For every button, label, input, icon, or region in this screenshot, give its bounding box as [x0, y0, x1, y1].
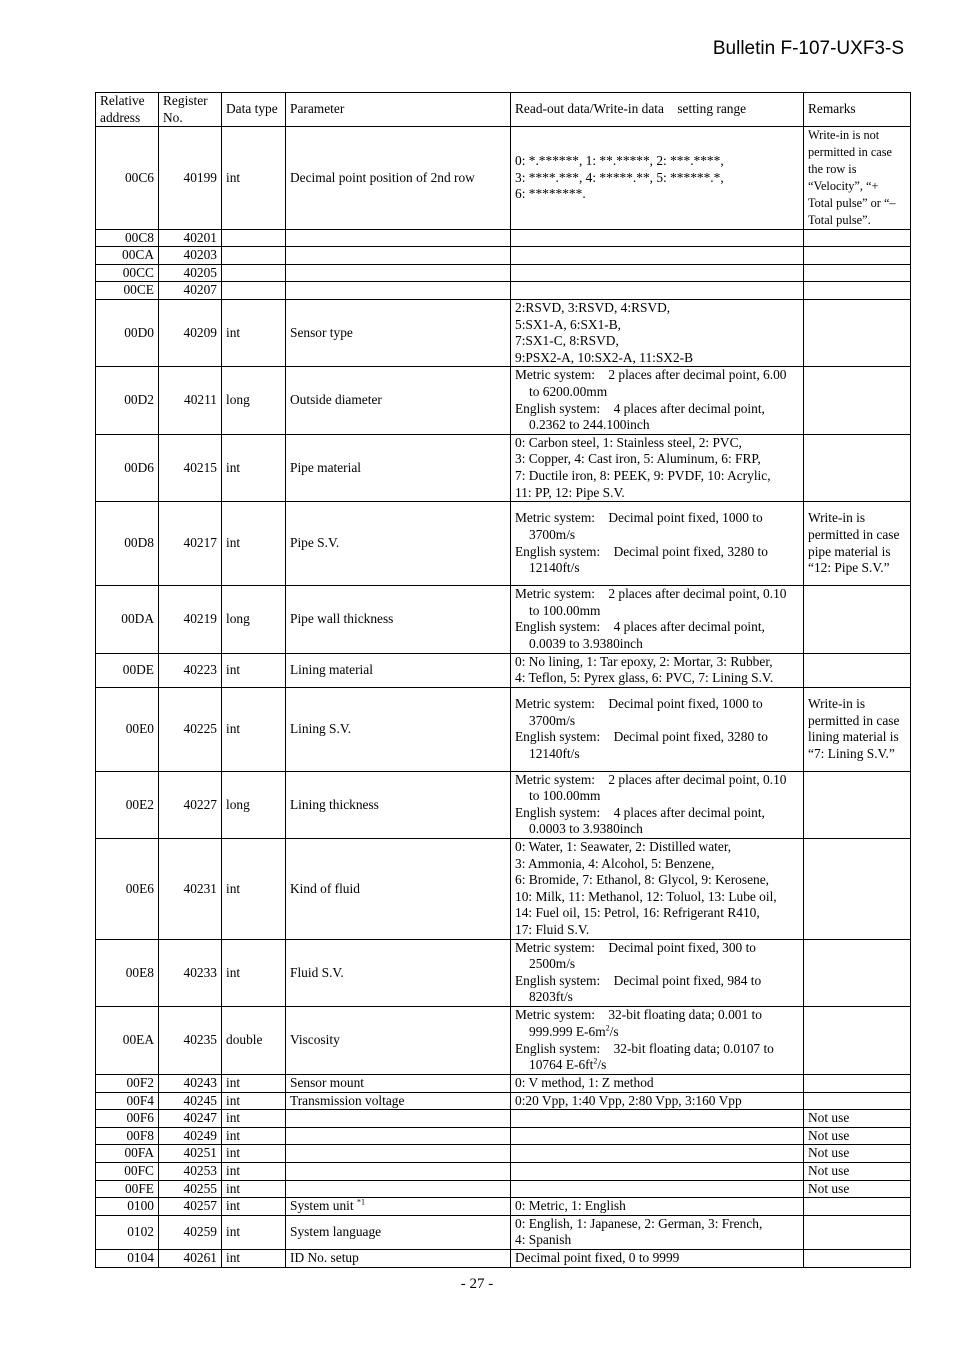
table-row [96, 586, 911, 653]
relative-address-cell: 00E8 [96, 939, 159, 1006]
data-type-cell: int [222, 1092, 286, 1110]
data-type-cell: int [222, 434, 286, 501]
data-type-cell: int [222, 1110, 286, 1128]
setting-range-cell [511, 434, 804, 501]
register-no-cell: 40243 [159, 1075, 222, 1093]
table-row [96, 434, 911, 501]
table-row [96, 1075, 911, 1093]
setting-range-line: 0: *.******, 1: **.*****, 2: ***.****, [515, 153, 724, 169]
relative-address-cell: 00E0 [96, 687, 159, 771]
remarks-cell: Write-in is permitted in case lining material is “7: Lining S.V.” [804, 687, 911, 771]
parameter-text: Sensor type [290, 324, 353, 340]
relative-address-cell: 00FC [96, 1162, 159, 1180]
parameter-text: Pipe wall thickness [290, 611, 394, 627]
setting-range-cell [511, 653, 804, 687]
remarks-cell [804, 1092, 911, 1110]
parameter-text: Viscosity [290, 1032, 340, 1048]
setting-range-line: 7:SX1-C, 8:RSVD, [515, 333, 619, 349]
register-no-cell: 40209 [159, 300, 222, 367]
viscosity-english-sup: 2 [593, 1056, 598, 1066]
setting-range-line: 4: Teflon, 5: Pyrex glass, 6: PVC, 7: Lining S.V. [515, 670, 774, 686]
setting-range-cell [511, 282, 804, 300]
remarks-cell [804, 1198, 911, 1216]
setting-range-line: 6: ********. [515, 186, 586, 202]
data-type-cell: int [222, 653, 286, 687]
setting-range-cell [511, 1007, 804, 1075]
parameter-cell [286, 247, 511, 265]
parameter-cell [286, 1145, 511, 1163]
table-row [96, 1198, 911, 1216]
register-no-cell: 40255 [159, 1180, 222, 1198]
viscosity-english-prefix: English system: 32-bit floating data; 0.0107 to 10764 E-6ft [515, 1040, 774, 1073]
table-row [96, 1007, 911, 1075]
setting-range-line: Metric system: 2 places after decimal point, 0.10 to 100.00mm [515, 771, 787, 804]
parameter-text: Transmission voltage [290, 1092, 405, 1108]
setting-range-line: English system: Decimal point fixed, 984 to 8203ft/s [515, 972, 762, 1005]
setting-range-cell [511, 502, 804, 586]
relative-address-cell: 00EA [96, 1007, 159, 1075]
register-no-cell: 40211 [159, 367, 222, 434]
remarks-cell [804, 1075, 911, 1093]
setting-range-line: 0: Carbon steel, 1: Stainless steel, 2: PVC, [515, 434, 742, 450]
register-no-cell: 40215 [159, 434, 222, 501]
data-type-cell: int [222, 1198, 286, 1216]
setting-range-cell [511, 300, 804, 367]
parameter-cell [286, 282, 511, 300]
register-no-cell: 40253 [159, 1162, 222, 1180]
parameter-text: Outside diameter [290, 392, 382, 408]
table-row [96, 1215, 911, 1249]
remarks-cell: Not use [804, 1145, 911, 1163]
parameter-cell [286, 1198, 511, 1216]
parameter-text: Lining S.V. [290, 720, 352, 736]
table-row [96, 687, 911, 771]
data-type-cell [222, 282, 286, 300]
data-type-cell: int [222, 1075, 286, 1093]
setting-range-line: 2:RSVD, 3:RSVD, 4:RSVD, [515, 300, 671, 315]
table-row [96, 1127, 911, 1145]
table-row [96, 1145, 911, 1163]
remarks-cell [804, 282, 911, 300]
relative-address-cell: 00C8 [96, 229, 159, 247]
setting-range-cell [511, 1249, 804, 1267]
column-header-setting-range: Read-out data/Write-in data setting range [511, 93, 804, 127]
parameter-cell [286, 839, 511, 940]
setting-range-cell [511, 1127, 804, 1145]
table-row [96, 939, 911, 1006]
relative-address-cell: 00FA [96, 1145, 159, 1163]
setting-range-cell [511, 127, 804, 229]
table-row [96, 771, 911, 838]
parameter-text: Kind of fluid [290, 880, 360, 896]
setting-range-line: 0: V method, 1: Z method [515, 1075, 654, 1090]
remarks-cell: Not use [804, 1180, 911, 1198]
setting-range-cell [511, 264, 804, 282]
table-row [96, 127, 911, 229]
parameter-cell [286, 502, 511, 586]
setting-range-cell [511, 1075, 804, 1093]
parameter-cell [286, 586, 511, 653]
data-type-cell: int [222, 1249, 286, 1267]
table-row [96, 502, 911, 586]
setting-range-line: 6: Bromide, 7: Ethanol, 8: Glycol, 9: Kerosene, [515, 872, 770, 888]
remarks-cell [804, 434, 911, 501]
remarks-cell [804, 229, 911, 247]
setting-range-line: 10: Milk, 11: Methanol, 12: Toluol, 13: Lube oil, [515, 888, 777, 904]
setting-range-line: Metric system: 2 places after decimal point, 6.00 to 6200.00mm [515, 367, 787, 399]
relative-address-cell: 00C6 [96, 127, 159, 229]
setting-range-line: 3: ****.***, 4: *****.**, 5: ******.*, [515, 169, 724, 185]
table-row [96, 247, 911, 265]
parameter-text: Sensor mount [290, 1075, 365, 1090]
register-no-cell: 40247 [159, 1110, 222, 1128]
data-type-cell: long [222, 367, 286, 434]
data-type-cell: int [222, 1215, 286, 1249]
register-table [95, 92, 911, 1268]
parameter-cell [286, 1007, 511, 1075]
data-type-cell: int [222, 502, 286, 586]
table-row [96, 300, 911, 367]
remarks-cell [804, 264, 911, 282]
setting-range-line: Metric system: Decimal point fixed, 1000 to 3700m/s [515, 696, 763, 728]
setting-range-cell [511, 1198, 804, 1216]
parameter-text: System unit [290, 1198, 357, 1214]
setting-range-cell [511, 229, 804, 247]
relative-address-cell: 00D6 [96, 434, 159, 501]
setting-range-cell [511, 939, 804, 1006]
remarks-cell [804, 367, 911, 434]
relative-address-cell: 00D0 [96, 300, 159, 367]
setting-range-line: 0: English, 1: Japanese, 2: German, 3: French, [515, 1215, 763, 1231]
setting-range-cell [511, 687, 804, 771]
data-type-cell [222, 229, 286, 247]
data-type-cell: double [222, 1007, 286, 1075]
parameter-cell [286, 1215, 511, 1249]
parameter-text: Pipe material [290, 459, 362, 475]
data-type-cell: int [222, 127, 286, 229]
relative-address-cell: 0102 [96, 1215, 159, 1249]
relative-address-cell: 00DA [96, 586, 159, 653]
remarks-cell [804, 839, 911, 940]
parameter-cell [286, 229, 511, 247]
parameter-cell [286, 434, 511, 501]
setting-range-line: 0: Water, 1: Seawater, 2: Distilled water, [515, 839, 732, 855]
relative-address-cell: 00CA [96, 247, 159, 265]
column-header-relative-address: Relative address [96, 93, 159, 127]
parameter-cell [286, 1092, 511, 1110]
setting-range-line: English system: Decimal point fixed, 3280 to 12140ft/s [515, 543, 768, 576]
remarks-cell [804, 300, 911, 367]
parameter-cell [286, 771, 511, 838]
relative-address-cell: 00E2 [96, 771, 159, 838]
page-number: - 27 - [460, 1276, 494, 1292]
register-no-cell: 40233 [159, 939, 222, 1006]
parameter-text: System language [290, 1224, 382, 1240]
remarks-cell [804, 939, 911, 1006]
viscosity-metric-prefix: Metric system: 32-bit floating data; 0.001 to 999.999 E-6m [515, 1007, 762, 1039]
remarks-cell: Not use [804, 1162, 911, 1180]
table-row [96, 653, 911, 687]
remarks-cell [804, 1215, 911, 1249]
setting-range-cell [511, 1110, 804, 1128]
table-row [96, 1110, 911, 1128]
setting-range-line: 14: Fuel oil, 15: Petrol, 16: Refrigerant R410, [515, 905, 760, 921]
setting-range-cell [511, 1145, 804, 1163]
data-type-cell: int [222, 1127, 286, 1145]
viscosity-metric-suffix: /s [609, 1023, 619, 1039]
setting-range-line: Metric system: Decimal point fixed, 300 to 2500m/s [515, 939, 756, 972]
viscosity-english-suffix: /s [597, 1057, 607, 1073]
parameter-cell [286, 1110, 511, 1128]
parameter-text: Decimal point position of 2nd row [290, 169, 475, 185]
column-header-register-no: Register No. [159, 93, 222, 127]
relative-address-cell: 00F4 [96, 1092, 159, 1110]
parameter-cell [286, 127, 511, 229]
data-type-cell: int [222, 1162, 286, 1180]
viscosity-metric-sup: 2 [605, 1023, 610, 1033]
setting-range-line: 3: Ammonia, 4: Alcohol, 5: Benzene, [515, 855, 715, 871]
column-header-parameter: Parameter [286, 93, 511, 127]
table-row [96, 1249, 911, 1267]
relative-address-cell: 00F2 [96, 1075, 159, 1093]
data-type-cell: int [222, 300, 286, 367]
relative-address-cell: 00E6 [96, 839, 159, 940]
setting-range-line: Decimal point fixed, 0 to 9999 [515, 1249, 680, 1265]
remarks-cell: Not use [804, 1110, 911, 1128]
parameter-cell [286, 1127, 511, 1145]
parameter-text: Fluid S.V. [290, 964, 344, 980]
relative-address-cell: 00F8 [96, 1127, 159, 1145]
setting-range-line: English system: 4 places after decimal point, 0.0003 to 3.9380inch [515, 804, 765, 837]
register-no-cell: 40249 [159, 1127, 222, 1145]
setting-range-line: English system: 4 places after decimal point, 0.0039 to 3.9380inch [515, 619, 765, 651]
setting-range-cell [511, 771, 804, 838]
column-header-data-type: Data type [222, 93, 286, 127]
relative-address-cell: 0100 [96, 1198, 159, 1216]
table-row [96, 229, 911, 247]
parameter-cell [286, 1249, 511, 1267]
register-no-cell: 40227 [159, 771, 222, 838]
parameter-cell [286, 300, 511, 367]
parameter-text: ID No. setup [290, 1249, 359, 1265]
parameter-cell [286, 1075, 511, 1093]
table-row [96, 839, 911, 940]
setting-range-line: 11: PP, 12: Pipe S.V. [515, 484, 625, 500]
table-row [96, 282, 911, 300]
setting-range-line: 9:PSX2-A, 10:SX2-A, 11:SX2-B [515, 349, 694, 365]
setting-range-cell [511, 247, 804, 265]
parameter-cell [286, 264, 511, 282]
setting-range-line: English system: Decimal point fixed, 3280 to 12140ft/s [515, 729, 768, 761]
parameter-cell [286, 653, 511, 687]
register-no-cell: 40251 [159, 1145, 222, 1163]
setting-range-line: 7: Ductile iron, 8: PEEK, 9: PVDF, 10: Acrylic, [515, 467, 771, 483]
parameter-text: Lining material [290, 661, 373, 677]
viscosity-metric-range [515, 1007, 799, 1040]
register-no-cell: 40259 [159, 1215, 222, 1249]
relative-address-cell: 00DE [96, 653, 159, 687]
setting-range-line: 0:20 Vpp, 1:40 Vpp, 2:80 Vpp, 3:160 Vpp [515, 1092, 742, 1108]
setting-range-line: 0: Metric, 1: English [515, 1198, 626, 1214]
register-no-cell: 40225 [159, 687, 222, 771]
bulletin-header: Bulletin F-107-UXF3-S [712, 38, 904, 59]
register-no-cell: 40199 [159, 127, 222, 229]
remarks-cell [804, 771, 911, 838]
setting-range-line: English system: 4 places after decimal point, 0.2362 to 244.100inch [515, 400, 765, 433]
remarks-cell [804, 586, 911, 653]
register-no-cell: 40207 [159, 282, 222, 300]
parameter-text: Lining thickness [290, 796, 379, 812]
remarks-cell: Not use [804, 1127, 911, 1145]
relative-address-cell: 00D2 [96, 367, 159, 434]
parameter-cell [286, 687, 511, 771]
column-header-remarks: Remarks [804, 93, 911, 127]
register-no-cell: 40245 [159, 1092, 222, 1110]
setting-range-cell [511, 1180, 804, 1198]
table-row [96, 1162, 911, 1180]
register-no-cell: 40257 [159, 1198, 222, 1216]
setting-range-line: 5:SX1-A, 6:SX1-B, [515, 316, 622, 332]
parameter-cell [286, 939, 511, 1006]
setting-range-line: 3: Copper, 4: Cast iron, 5: Aluminum, 6: FRP, [515, 451, 761, 467]
table-row [96, 264, 911, 282]
relative-address-cell: 00D8 [96, 502, 159, 586]
table-row [96, 1092, 911, 1110]
parameter-text: Pipe S.V. [290, 535, 340, 551]
setting-range-line: 4: Spanish [515, 1232, 572, 1248]
data-type-cell: int [222, 687, 286, 771]
relative-address-cell: 00CC [96, 264, 159, 282]
setting-range-line: Metric system: Decimal point fixed, 1000 to 3700m/s [515, 510, 763, 543]
setting-range-line: 0: No lining, 1: Tar epoxy, 2: Mortar, 3: Rubber, [515, 653, 773, 669]
parameter-cell [286, 1180, 511, 1198]
setting-range-cell [511, 586, 804, 653]
setting-range-cell [511, 367, 804, 434]
register-no-cell: 40261 [159, 1249, 222, 1267]
table-row [96, 367, 911, 434]
remarks-cell: Write-in is not permitted in case the row is “Velocity”, “+ Total pulse” or “– Total pulse”. [804, 127, 911, 229]
remarks-cell [804, 1007, 911, 1075]
remarks-cell [804, 1249, 911, 1267]
data-type-cell: int [222, 1145, 286, 1163]
remarks-cell [804, 653, 911, 687]
table-row [96, 1180, 911, 1198]
setting-range-cell [511, 839, 804, 940]
remarks-cell: Write-in is permitted in case pipe material is “12: Pipe S.V.” [804, 502, 911, 586]
relative-address-cell: 00F6 [96, 1110, 159, 1128]
relative-address-cell: 00FE [96, 1180, 159, 1198]
data-type-cell [222, 264, 286, 282]
table-header-row [96, 93, 911, 127]
data-type-cell [222, 247, 286, 265]
data-type-cell: int [222, 839, 286, 940]
relative-address-cell: 0104 [96, 1249, 159, 1267]
viscosity-english-range [515, 1041, 799, 1074]
setting-range-line: Metric system: 2 places after decimal point, 0.10 to 100.00mm [515, 586, 787, 618]
register-no-cell: 40217 [159, 502, 222, 586]
data-type-cell: long [222, 771, 286, 838]
data-type-cell: long [222, 586, 286, 653]
data-type-cell: int [222, 1180, 286, 1198]
remarks-cell [804, 247, 911, 265]
register-no-cell: 40203 [159, 247, 222, 265]
register-no-cell: 40235 [159, 1007, 222, 1075]
register-no-cell: 40219 [159, 586, 222, 653]
parameter-cell [286, 1162, 511, 1180]
setting-range-cell [511, 1092, 804, 1110]
setting-range-cell [511, 1162, 804, 1180]
footnote-marker: *1 [356, 1197, 365, 1207]
register-no-cell: 40231 [159, 839, 222, 940]
register-no-cell: 40205 [159, 264, 222, 282]
register-no-cell: 40201 [159, 229, 222, 247]
data-type-cell: int [222, 939, 286, 1006]
setting-range-line: 17: Fluid S.V. [515, 922, 590, 938]
parameter-cell [286, 367, 511, 434]
relative-address-cell: 00CE [96, 282, 159, 300]
register-no-cell: 40223 [159, 653, 222, 687]
setting-range-cell [511, 1215, 804, 1249]
